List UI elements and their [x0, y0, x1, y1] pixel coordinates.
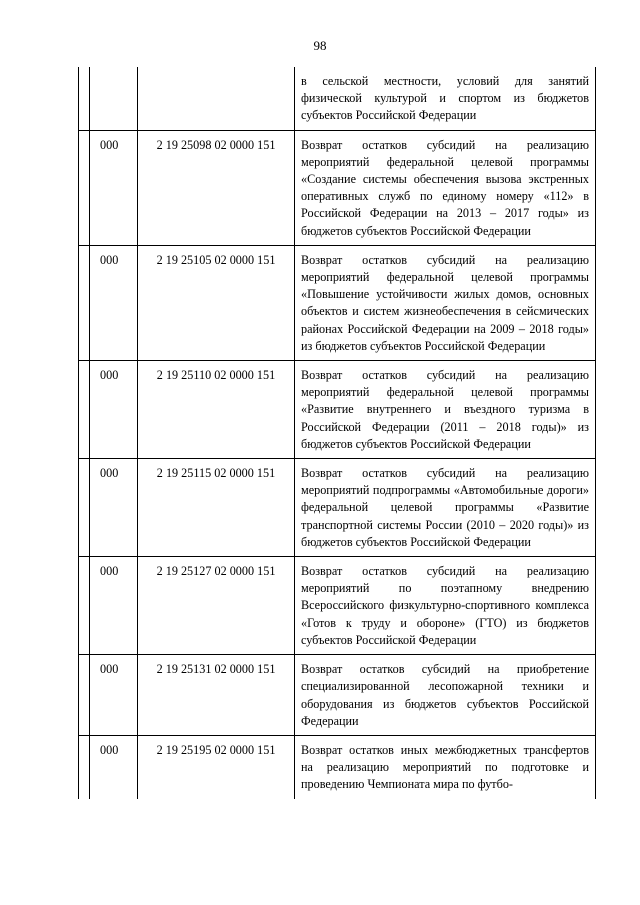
table-row	[79, 459, 596, 557]
admin-code-cell: 000	[90, 459, 138, 557]
budget-classification-table	[78, 67, 596, 799]
table-row	[79, 361, 596, 459]
kbk-code-cell: 2 19 25110 02 0000 151	[138, 361, 295, 459]
table-row	[79, 557, 596, 655]
kbk-code-cell: 2 19 25195 02 0000 151	[138, 735, 295, 798]
description-text: Возврат остатков субсидий на приобретение специализированной лесопожарной техники и оборудования из бюджетов субъектов Российской Федерации	[301, 662, 589, 728]
table-row	[79, 67, 596, 130]
empty-cell	[79, 67, 90, 130]
admin-code-cell: 000	[90, 655, 138, 736]
empty-cell	[79, 245, 90, 360]
description-text: Возврат остатков субсидий на реализацию мероприятий федеральной целевой программы «Развитие внутреннего и въездного туризма в Российской Федерации (2011 – 2018 годы)» из бюджетов субъектов Российской Федерации	[301, 368, 589, 451]
description-cell	[295, 735, 596, 798]
admin-code-cell: 000	[90, 361, 138, 459]
empty-cell	[79, 735, 90, 798]
description-text: Возврат остатков иных межбюджетных трансфертов на реализацию мероприятий по подготовке и проведению Чемпионата мира по футбо-	[301, 742, 589, 792]
admin-code-cell	[90, 67, 138, 130]
admin-code-cell: 000	[90, 557, 138, 655]
kbk-code-cell: 2 19 25131 02 0000 151	[138, 655, 295, 736]
admin-code-cell: 000	[90, 245, 138, 360]
description-cell	[295, 557, 596, 655]
empty-cell	[79, 361, 90, 459]
table-row	[79, 130, 596, 245]
description-cell	[295, 655, 596, 736]
kbk-code-cell: 2 19 25115 02 0000 151	[138, 459, 295, 557]
table-row	[79, 245, 596, 360]
empty-cell	[79, 557, 90, 655]
description-cell	[295, 361, 596, 459]
description-cell	[295, 245, 596, 360]
page-number: 98	[313, 38, 327, 53]
kbk-code-cell: 2 19 25105 02 0000 151	[138, 245, 295, 360]
description-cell	[295, 459, 596, 557]
description-text: Возврат остатков субсидий на реализацию мероприятий федеральной целевой программы «Создание системы обеспечения вызова экстренных оперативных служб по единому номеру «112» в Российской Федерации на 2013 – 2017 годы» из бюджетов субъектов Российской Федерации	[301, 137, 589, 238]
admin-code-cell: 000	[90, 735, 138, 798]
kbk-code-cell	[138, 67, 295, 130]
description-text: Возврат остатков субсидий на реализацию мероприятий федеральной целевой программы «Повышение устойчивости жилых домов, основных объектов и систем жизнеобеспечения в сейсмических районах Российской Федерации на 2009 – 2018 годы» из бюджетов субъектов Российской Федерации	[301, 252, 589, 353]
table-row	[79, 735, 596, 798]
description-cell	[295, 130, 596, 245]
empty-cell	[79, 459, 90, 557]
admin-code-cell: 000	[90, 130, 138, 245]
description-text: Возврат остатков субсидий на реализацию мероприятий подпрограммы «Автомобильные дороги» федеральной целевой программы «Развитие транспортной системы России (2010 – 2020 годы)» из бюджетов субъектов Российской Федерации	[301, 466, 589, 549]
kbk-code-cell: 2 19 25127 02 0000 151	[138, 557, 295, 655]
description-text: в сельской местности, условий для занятий физической культурой и спортом из бюджетов субъектов Российской Федерации	[301, 74, 589, 123]
empty-cell	[79, 655, 90, 736]
empty-cell	[79, 130, 90, 245]
description-cell	[295, 67, 596, 130]
kbk-code-cell: 2 19 25098 02 0000 151	[138, 130, 295, 245]
description-text: Возврат остатков субсидий на реализацию мероприятий по поэтапному внедрению Всероссийского физкультурно-спортивного комплекса «Готов к труду и обороне» (ГТО) из бюджетов субъектов Российской Федерации	[301, 564, 589, 647]
table-row	[79, 655, 596, 736]
